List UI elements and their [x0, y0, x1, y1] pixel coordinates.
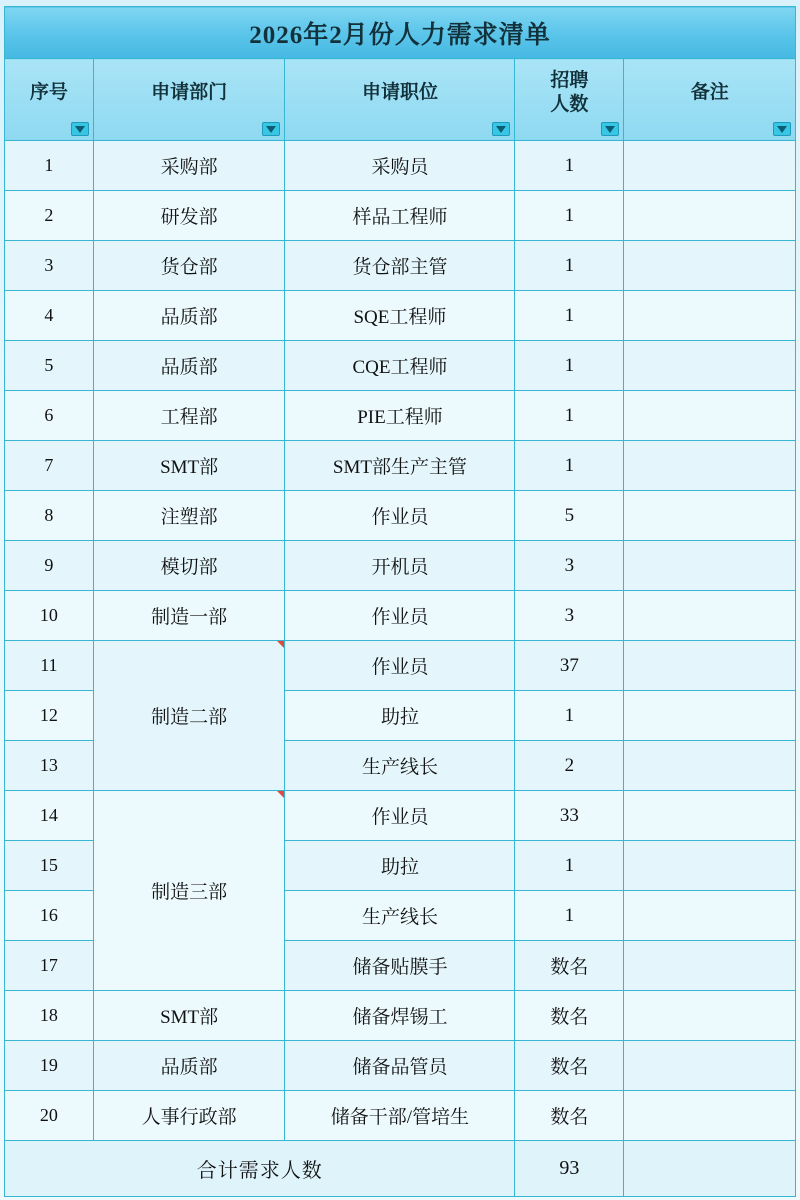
cell-department: SMT部 — [93, 991, 285, 1041]
table-row — [5, 1091, 796, 1141]
table-footer-row — [5, 1141, 796, 1197]
cell-position: 助拉 — [285, 691, 515, 741]
table-body — [5, 141, 796, 1141]
table-row — [5, 341, 796, 391]
table-row — [5, 441, 796, 491]
cell-headcount: 数名 — [515, 991, 624, 1041]
table-header-row — [5, 59, 796, 141]
filter-dropdown-icon[interactable] — [492, 122, 510, 136]
cell-index: 2 — [5, 191, 94, 241]
cell-position: 货仓部主管 — [285, 241, 515, 291]
cell-remark — [624, 291, 796, 341]
cell-headcount: 数名 — [515, 941, 624, 991]
cell-index: 15 — [5, 841, 94, 891]
column-header-remark-label: 备注 — [690, 82, 729, 104]
cell-department: 采购部 — [93, 141, 285, 191]
column-header-department-label: 申请部门 — [151, 82, 228, 104]
cell-headcount: 33 — [515, 791, 624, 841]
cell-headcount: 1 — [515, 391, 624, 441]
cell-index: 13 — [5, 741, 94, 791]
total-headcount: 93 — [515, 1141, 624, 1197]
cell-index: 6 — [5, 391, 94, 441]
column-header-department — [93, 59, 285, 141]
cell-headcount: 1 — [515, 691, 624, 741]
cell-department: 制造三部 — [93, 791, 285, 991]
table-row — [5, 391, 796, 441]
cell-headcount: 1 — [515, 441, 624, 491]
cell-index: 7 — [5, 441, 94, 491]
cell-position: 作业员 — [285, 491, 515, 541]
cell-remark — [624, 241, 796, 291]
cell-position: PIE工程师 — [285, 391, 515, 441]
cell-department: 品质部 — [93, 1041, 285, 1091]
cell-index: 14 — [5, 791, 94, 841]
filter-dropdown-icon[interactable] — [601, 122, 619, 136]
cell-remark — [624, 1041, 796, 1091]
cell-department: 制造一部 — [93, 591, 285, 641]
cell-remark — [624, 841, 796, 891]
cell-index: 11 — [5, 641, 94, 691]
cell-headcount: 37 — [515, 641, 624, 691]
column-header-headcount — [515, 59, 624, 141]
cell-index: 5 — [5, 341, 94, 391]
cell-index: 3 — [5, 241, 94, 291]
cell-remark — [624, 691, 796, 741]
column-header-position-label: 申请职位 — [361, 82, 438, 104]
cell-position: 生产线长 — [285, 741, 515, 791]
cell-position: 样品工程师 — [285, 191, 515, 241]
cell-remark — [624, 541, 796, 591]
cell-index: 9 — [5, 541, 94, 591]
cell-remark — [624, 141, 796, 191]
cell-remark — [624, 591, 796, 641]
cell-department: 模切部 — [93, 541, 285, 591]
cell-position: CQE工程师 — [285, 341, 515, 391]
total-label: 合计需求人数 — [5, 1141, 515, 1197]
cell-position: 作业员 — [285, 591, 515, 641]
cell-department: 注塑部 — [93, 491, 285, 541]
filter-dropdown-icon[interactable] — [773, 122, 791, 136]
cell-index: 10 — [5, 591, 94, 641]
column-header-position — [285, 59, 515, 141]
cell-remark — [624, 991, 796, 1041]
cell-headcount: 数名 — [515, 1041, 624, 1091]
table-row — [5, 991, 796, 1041]
cell-position: 助拉 — [285, 841, 515, 891]
cell-index: 1 — [5, 141, 94, 191]
table-title-row — [5, 7, 796, 59]
table-row — [5, 591, 796, 641]
cell-position: 采购员 — [285, 141, 515, 191]
cell-remark — [624, 191, 796, 241]
cell-department: 工程部 — [93, 391, 285, 441]
cell-position: 作业员 — [285, 641, 515, 691]
column-header-headcount-label-line2: 人数 — [550, 94, 589, 115]
cell-index: 16 — [5, 891, 94, 941]
cell-remark — [624, 891, 796, 941]
cell-headcount: 3 — [515, 591, 624, 641]
cell-index: 17 — [5, 941, 94, 991]
table-row — [5, 641, 796, 691]
cell-position: SMT部生产主管 — [285, 441, 515, 491]
filter-dropdown-icon[interactable] — [262, 122, 280, 136]
cell-remark — [624, 941, 796, 991]
cell-index: 18 — [5, 991, 94, 1041]
manpower-request-table — [4, 6, 796, 1197]
cell-remark — [624, 741, 796, 791]
cell-headcount: 1 — [515, 141, 624, 191]
cell-headcount: 5 — [515, 491, 624, 541]
cell-department: 人事行政部 — [93, 1091, 285, 1141]
total-remark — [624, 1141, 796, 1197]
table-row — [5, 791, 796, 841]
cell-position: 储备品管员 — [285, 1041, 515, 1091]
column-header-index-label: 序号 — [29, 82, 68, 104]
column-header-remark — [624, 59, 796, 141]
table-row — [5, 541, 796, 591]
cell-remark — [624, 441, 796, 491]
cell-department: 货仓部 — [93, 241, 285, 291]
cell-headcount: 1 — [515, 341, 624, 391]
page-title: 2026年2月份人力需求清单 — [5, 7, 796, 59]
table-row — [5, 141, 796, 191]
cell-headcount: 1 — [515, 291, 624, 341]
cell-remark — [624, 1091, 796, 1141]
table-row — [5, 491, 796, 541]
cell-index: 12 — [5, 691, 94, 741]
filter-dropdown-icon[interactable] — [71, 122, 89, 136]
cell-remark — [624, 491, 796, 541]
cell-remark — [624, 641, 796, 691]
table-row — [5, 241, 796, 291]
cell-position: 开机员 — [285, 541, 515, 591]
cell-remark — [624, 391, 796, 441]
cell-department: 制造二部 — [93, 641, 285, 791]
cell-headcount: 1 — [515, 891, 624, 941]
cell-index: 19 — [5, 1041, 94, 1091]
cell-headcount: 2 — [515, 741, 624, 791]
cell-department: 品质部 — [93, 291, 285, 341]
cell-position: 储备干部/管培生 — [285, 1091, 515, 1141]
cell-headcount: 3 — [515, 541, 624, 591]
cell-remark — [624, 341, 796, 391]
cell-department: 品质部 — [93, 341, 285, 391]
cell-index: 8 — [5, 491, 94, 541]
cell-index: 4 — [5, 291, 94, 341]
column-header-headcount-label-line1: 招聘 — [550, 70, 589, 92]
table-row — [5, 291, 796, 341]
cell-headcount: 1 — [515, 241, 624, 291]
cell-department: 研发部 — [93, 191, 285, 241]
table-row — [5, 1041, 796, 1091]
cell-position: 作业员 — [285, 791, 515, 841]
cell-department: SMT部 — [93, 441, 285, 491]
column-header-index — [5, 59, 94, 141]
cell-index: 20 — [5, 1091, 94, 1141]
cell-position: 储备焊锡工 — [285, 991, 515, 1041]
cell-position: 生产线长 — [285, 891, 515, 941]
cell-remark — [624, 791, 796, 841]
cell-headcount: 1 — [515, 191, 624, 241]
cell-headcount: 数名 — [515, 1091, 624, 1141]
cell-headcount: 1 — [515, 841, 624, 891]
cell-position: SQE工程师 — [285, 291, 515, 341]
table-row — [5, 191, 796, 241]
cell-position: 储备贴膜手 — [285, 941, 515, 991]
